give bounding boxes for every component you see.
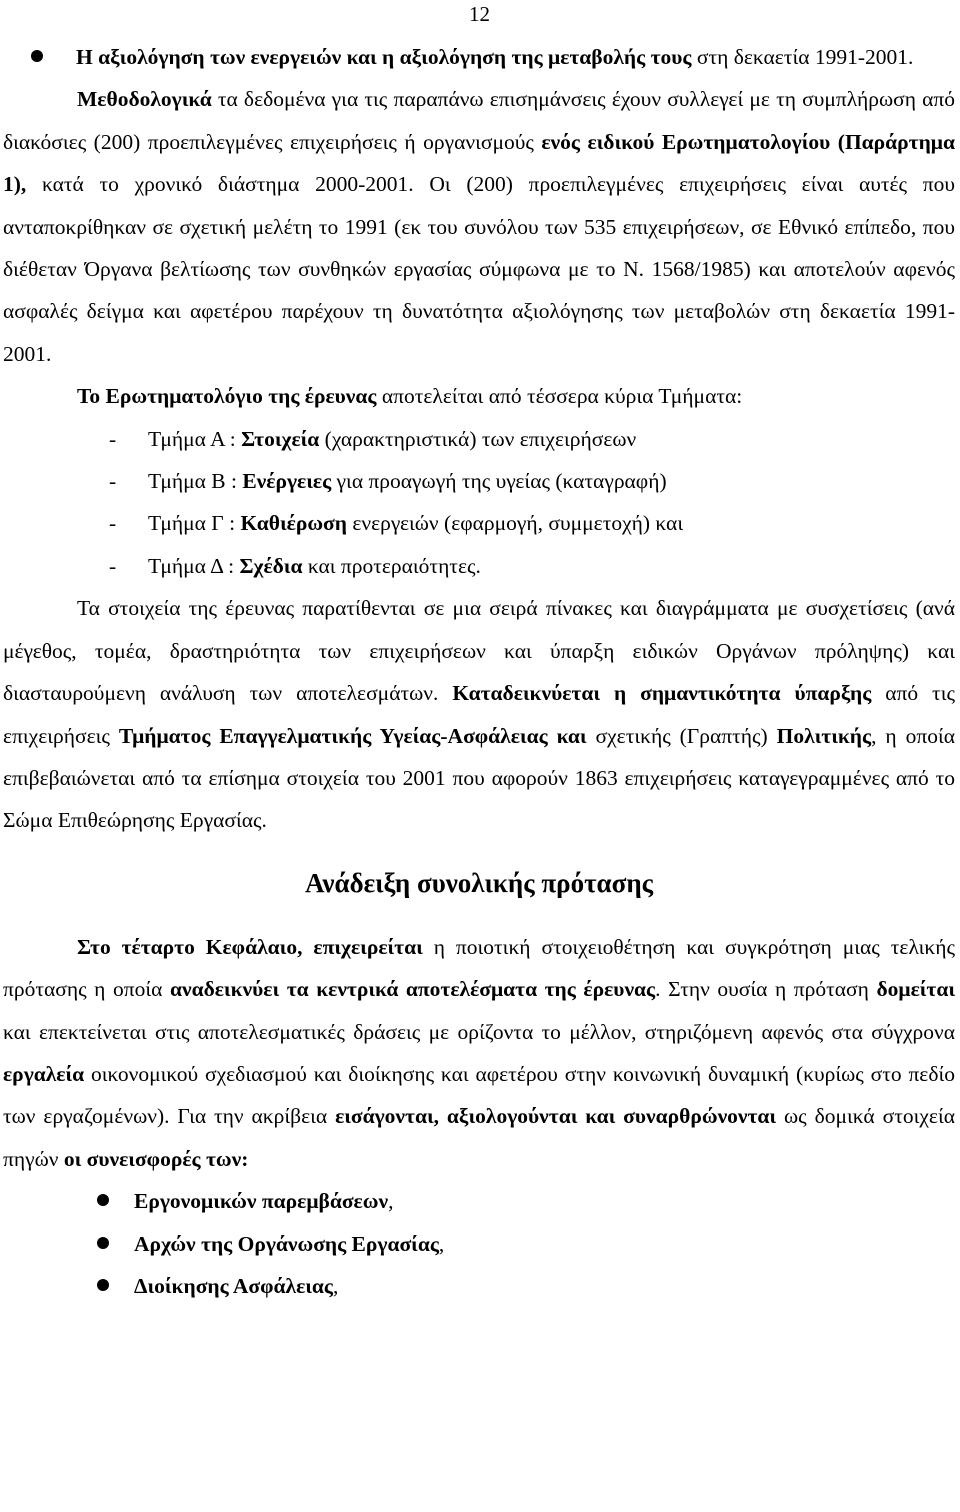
list-item — [3, 1180, 955, 1222]
bold-text: αναδεικνύει τα κεντρικά αποτελέσματα της έρευνας — [169, 977, 656, 1002]
paragraph-fourth-chapter — [3, 926, 955, 1180]
section-bold: Σχέδια — [239, 553, 303, 578]
text: από τις επιχειρήσεις — [3, 681, 955, 748]
bullet-item-evaluation — [3, 36, 955, 78]
contribution-bold: Εργονομικών παρεμβάσεων — [134, 1189, 389, 1214]
dash-marker: - — [109, 553, 117, 578]
paragraph-questionnaire — [3, 375, 955, 417]
bold-text: Καταδεικνύεται η σημαντικότητα ύπαρξης — [452, 681, 872, 706]
section-rest: για προαγωγή της υγείας (καταγραφή) — [331, 469, 667, 494]
document-body — [3, 36, 955, 1307]
list-item — [3, 1265, 955, 1307]
contribution-rest: , — [333, 1273, 339, 1298]
bold-text: Πολιτικής — [776, 723, 872, 748]
text: Τα στοιχεία της έρευνας παρατίθενται σε μια σειρά πίνακες και διαγράμματα με συσχετίσεις (ανά μέγεθος, τομέα, δραστηριότητα των επιχειρήσεων και ύπαρξη ειδικών Οργάνων πρόληψης) και διασταυρούμενη ανάλυση των αποτελεσμάτων. — [3, 596, 955, 706]
section-bold: Ενέργειες — [242, 469, 332, 494]
text: οικονομικού σχεδιασμού και διοίκησης και αφετέρου στην κοινωνική δυναμική (κυρίως στο πεδίο των εργαζομένων). Για την ακρίβεια — [3, 1061, 955, 1129]
bullet-icon — [97, 1279, 109, 1291]
text: αποτελείται από τέσσερα κύρια Τμήματα: — [376, 384, 743, 409]
section-rest: ενεργειών (εφαρμογή, συμμετοχή) και — [346, 511, 684, 536]
bullet-icon — [97, 1237, 109, 1249]
bold-text: ενός ειδικού Ερωτηματολογίου (Παράρτημα 1), — [3, 129, 955, 197]
contribution-rest: , — [388, 1189, 394, 1214]
paragraph-results — [3, 587, 955, 841]
text: και επεκτείνεται στις αποτελεσματικές δράσεις με ορίζοντα το μέλλον, στηριζόμενη αφενός στα σύγχρονα — [3, 1019, 955, 1044]
list-item — [3, 418, 955, 460]
list-item — [3, 1223, 955, 1265]
section-prefix: Τμήμα Β : — [148, 469, 243, 494]
section-prefix: Τμήμα Γ : — [148, 511, 241, 536]
bold-text: εργαλεία — [3, 1061, 85, 1086]
sections-list — [3, 418, 955, 588]
dash-marker: - — [109, 469, 117, 494]
bullet-text: στη δεκαετία 1991-2001. — [691, 45, 914, 69]
contribution-rest: , — [438, 1231, 445, 1256]
page-number: 12 — [469, 2, 490, 26]
bullet-icon — [31, 50, 43, 62]
text: τα δεδομένα για τις παραπάνω επισημάνσεις έχουν συλλεγεί με τη συμπλήρωση από διακόσιες (200) προεπιλεγμένες επιχειρήσεις ή οργανισμούς — [3, 87, 955, 154]
section-prefix: Τμήμα Δ : — [148, 553, 240, 578]
list-item — [3, 502, 955, 544]
bold-text: Το Ερωτηματολόγιο της έρευνας — [77, 384, 377, 409]
text: η ποιοτική στοιχειοθέτηση και συγκρότηση μιας τελικής πρότασης η οποία — [3, 934, 955, 1002]
dash-marker: - — [109, 426, 117, 451]
text: σχετικής (Γραπτής) — [586, 723, 777, 748]
contributions-list — [3, 1180, 955, 1307]
contribution-bold: Διοίκησης Ασφάλειας — [134, 1273, 333, 1298]
dash-marker: - — [109, 511, 117, 536]
text: . Στην ουσία η πρόταση — [655, 977, 877, 1002]
bold-text: Στο τέταρτο Κεφάλαιο, επιχειρείται — [77, 934, 423, 959]
bold-text: δομείται — [876, 977, 955, 1002]
text: ως δομικά στοιχεία πηγών — [3, 1104, 955, 1171]
bold-text: Μεθοδολογικά — [77, 87, 212, 112]
section-prefix: Τμήμα Α : — [148, 426, 242, 451]
contribution-bold: Αρχών της Οργάνωσης Εργασίας — [134, 1231, 439, 1256]
section-bold: Στοιχεία — [241, 426, 320, 451]
section-rest: και προτεραιότητες. — [302, 553, 481, 578]
paragraph-methodology — [3, 78, 955, 375]
bold-text: εισάγονται, αξιολογούνται και συναρθρώνονται — [335, 1104, 777, 1129]
bullet-bold-text: Η αξιολόγηση των ενεργειών και η αξιολόγηση της μεταβολής τους — [76, 45, 692, 69]
section-rest: (χαρακτηριστικά) των επιχειρήσεων — [319, 426, 637, 451]
bullet-icon — [97, 1194, 109, 1206]
section-heading: Ανάδειξη συνολικής πρότασης — [304, 867, 654, 898]
text: , η οποία επιβεβαιώνεται από τα επίσημα στοιχεία του 2001 που αφορούν 1863 επιχειρήσεις καταγεγραμμένες από το Σώμα Επιθεώρησης Εργασίας. — [3, 723, 955, 833]
bold-text: Τμήματος Επαγγελματικής Υγείας-Ασφάλειας και — [118, 723, 587, 748]
list-item — [3, 545, 955, 587]
text: κατά το χρονικό διάστημα 2000-2001. Οι (200) προεπιλεγμένες επιχειρήσεις είναι αυτές που ανταποκρίθηκαν σε σχετική μελέτη το 1991 (εκ του συνόλου των 535 επιχειρήσεων, σε Εθνικό επίπεδο, που διέθεταν Όργανα βελτίωσης των συνθηκών εργασίας σύμφωνα με το Ν. 1568/1985) και αποτελούν αφενός ασφαλές δείγμα και αφετέρου παρέχουν τη δυνατότητα αξιολόγησης των μεταβολών στη δεκαετία 1991-2001. — [3, 172, 955, 366]
bold-text: οι συνεισφορές των: — [63, 1146, 249, 1171]
list-item — [3, 460, 955, 502]
section-bold: Καθιέρωση — [240, 511, 347, 536]
